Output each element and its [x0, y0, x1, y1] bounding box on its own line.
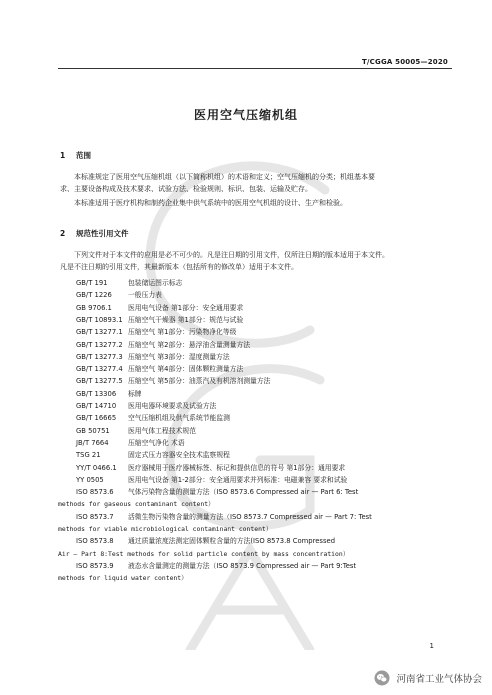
reference-code: TSG 21 — [76, 451, 101, 460]
reference-item — [76, 290, 162, 300]
reference-title: 医用电器环境要求及试验方法 — [128, 402, 217, 410]
page-number: 1 — [429, 642, 434, 650]
reference-code: YY/T 0466.1 — [76, 463, 117, 472]
reference-code: ISO 8573.9 — [76, 561, 114, 570]
reference-title: 医用电气设备 第1部分：安全通用要求 — [128, 303, 244, 312]
section-1-heading — [60, 150, 91, 161]
reference-code: GB/T 191 — [76, 279, 108, 287]
document-title: 医用空气压缩机组 — [193, 108, 298, 122]
reference-item — [76, 487, 358, 497]
reference-item — [76, 536, 335, 546]
reference-code: GB 9706.1 — [76, 303, 112, 312]
reference-code: ISO 8573.6 — [76, 488, 114, 497]
section-1-paragraph-1 — [60, 172, 436, 195]
reference-code: GB 50751 — [76, 426, 110, 435]
reference-code: GB/T 13277.3 — [76, 352, 123, 361]
section-2-intro — [60, 250, 436, 273]
reference-item — [76, 364, 243, 374]
reference-title: 标牌 — [128, 389, 142, 398]
reference-item — [76, 327, 236, 337]
section-2-intro-line1: 下列文件对于本文件的应用是必不可少的。凡是注日期的引用文件，仅所注日期的版本适用于本文件。 — [74, 251, 389, 259]
reference-title: 压缩空气净化 术语 — [128, 438, 185, 447]
reference-title: 空气压缩机组及供气系统节能监测 — [128, 414, 230, 423]
reference-code: ISO 8573.8 — [76, 537, 114, 546]
reference-title: 压缩空气 第1部分：污染物净化等级 — [128, 328, 237, 337]
wechat-icon — [374, 670, 390, 686]
section-2-intro-line2: 凡是不注日期的引用文件，其最新版本（包括所有的修改单）适用于本文件。 — [60, 262, 298, 271]
section-2-title: 规范性引用文件 — [76, 229, 129, 238]
reference-title: 通过质量浓度法测定固体颗粒含量的方法(ISO 8573.8 Compressed — [128, 537, 336, 546]
reference-title: 一般压力表 — [128, 291, 162, 300]
reference-code: GB/T 1226 — [76, 291, 112, 300]
reference-title: 医用电气设备 第1-2部分：安全通用要求并列标准：电磁兼容 要求和试验 — [128, 475, 348, 484]
reference-item — [76, 376, 270, 386]
reference-code: GB/T 16665 — [76, 414, 117, 423]
reference-title: 压缩空气干燥器 第1部分：规范与试验 — [128, 315, 244, 324]
reference-title: methods for liquid water content） — [58, 574, 188, 583]
reference-code: JB/T 7664 — [76, 438, 109, 447]
footer-brand — [374, 669, 482, 687]
reference-title: 活微生物污染物含量的测量方法（ISO 8573.7 Compressed air — Part 7: Test — [128, 512, 372, 521]
reference-item — [76, 413, 230, 423]
reference-title: methods for viable microbiological contaminant content） — [58, 525, 273, 533]
reference-title: 压缩空气 第2部分：悬浮油含量测量方法 — [128, 340, 251, 349]
footer-brand-name: 河南省工业气体协会 — [396, 674, 482, 685]
reference-title: 液态水含量测定的测量方法（ISO 8573.9 Compressed air — Part 9:Test — [128, 561, 357, 570]
reference-continuation — [58, 524, 272, 534]
section-1-title: 范围 — [76, 151, 91, 160]
reference-title: 包装储运图示标志 — [128, 279, 183, 287]
reference-item — [76, 475, 347, 485]
header-divider — [58, 68, 452, 69]
reference-continuation — [58, 573, 188, 583]
reference-item — [76, 512, 372, 522]
reference-item — [76, 303, 243, 313]
reference-item — [76, 278, 182, 288]
standard-code: T/CGGA 50005—2020 — [361, 58, 448, 66]
reference-item — [76, 561, 356, 571]
reference-code: GB/T 13277.2 — [76, 340, 123, 349]
reference-item — [76, 401, 216, 411]
reference-item — [76, 315, 243, 325]
reference-code: GB/T 10893.1 — [76, 315, 123, 324]
reference-continuation — [58, 499, 214, 509]
reference-title: methods for gaseous contaminant content） — [58, 500, 215, 509]
reference-code: YY 0505 — [76, 475, 104, 484]
reference-item — [76, 450, 230, 460]
section-2-number: 2 — [60, 229, 66, 238]
reference-item — [76, 463, 345, 473]
reference-code: GB/T 13306 — [76, 389, 117, 398]
reference-code: GB/T 13277.1 — [76, 328, 123, 337]
reference-title: 医疗器械用于医疗器械标签、标记和提供信息的符号 第1部分：通用要求 — [128, 463, 346, 472]
section-1-para1-line1: 本标准规定了医用空气压缩机组（以下简称机组）的术语和定义；空气压缩机的分类；机组基本要 — [74, 173, 375, 181]
reference-code: GB/T 14710 — [76, 402, 117, 410]
reference-title: Air — Part 8:Test methods for solid particle content by mass concentration） — [58, 549, 350, 558]
reference-continuation — [58, 549, 349, 559]
reference-code: GB/T 13277.5 — [76, 377, 123, 386]
reference-item — [76, 426, 196, 436]
reference-code: ISO 8573.7 — [76, 512, 114, 521]
reference-code: GB/T 13277.4 — [76, 365, 123, 374]
reference-item — [76, 352, 230, 362]
reference-item — [76, 438, 185, 448]
reference-title: 医用气体工程技术规范 — [128, 426, 196, 435]
reference-title: 压缩空气 第5部分：油蒸汽及有机溶剂测量方法 — [128, 377, 271, 386]
reference-item — [76, 389, 142, 399]
section-1-para1-line2: 求、主要设备构成及技术要求、试验方法、检验规则、标识、包装、运输及贮存。 — [60, 184, 312, 193]
section-1-para2: 本标准适用于医疗机构和制药企业集中供气系统中的医用空气机组的设计、生产和检验。 — [74, 199, 347, 207]
section-1-paragraph-2 — [60, 198, 436, 210]
section-1-number: 1 — [60, 151, 66, 160]
reference-title: 压缩空气 第3部分：湿度测量方法 — [128, 352, 230, 361]
reference-title: 固定式压力容器安全技术监察规程 — [128, 451, 230, 460]
reference-item — [76, 340, 250, 350]
reference-title: 气体污染物含量的测量方法（ISO 8573.6 Compressed air — Part 6: Test — [128, 488, 359, 497]
reference-title: 压缩空气 第4部分：固体颗粒测量方法 — [128, 365, 244, 374]
section-2-heading — [60, 228, 129, 239]
